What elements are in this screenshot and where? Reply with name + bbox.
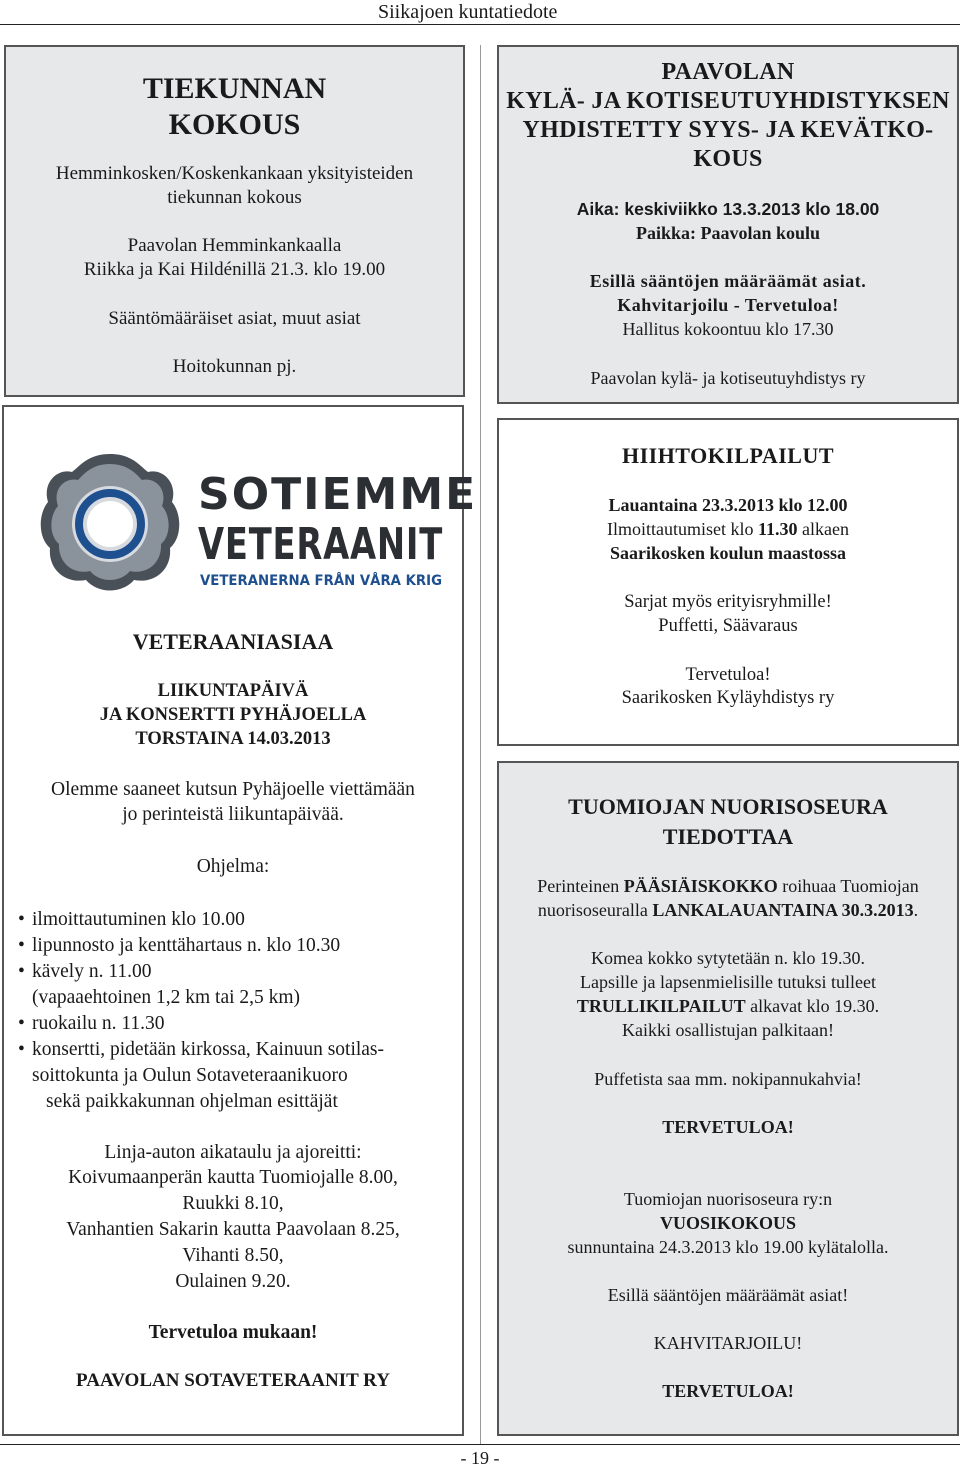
veteraanit-notice — [2, 405, 478, 1436]
paavola-title-1: PAAVOLAN — [661, 59, 795, 85]
hiihto-notice — [497, 418, 959, 746]
veteraani-org: PAAVOLAN SOTAVETERAANIT RY — [76, 1370, 390, 1391]
program-item-continuation: (vapaaehtoinen 1,2 km tai 2,5 km) — [32, 987, 301, 1008]
bus-route-2: Ruukki 8.10, — [182, 1193, 284, 1214]
tiekunta-line-5: Sääntömääräiset asiat, muut asiat — [108, 308, 361, 329]
tiekunta-line-4: Riikka ja Kai Hildénillä 21.3. klo 19.00 — [83, 259, 386, 280]
tuomioja-agenda: Esillä sääntöjen määräämät asiat! — [607, 1285, 849, 1305]
hiihto-registration: Ilmoittautumiset klo 11.30 alkaen — [607, 519, 849, 539]
veteraani-welcome: Tervetuloa mukaan! — [148, 1322, 318, 1343]
tuomioja-line-4: Kaikki osallistujan palkitaan! — [622, 1020, 834, 1040]
logo-line-3: VETERANERNA FRÅN VÅRA KRIG — [200, 573, 464, 589]
bus-route-3: Vanhantien Sakarin kautta Paavolaan 8.25, — [66, 1219, 400, 1240]
hiihto-welcome: Tervetuloa! — [685, 665, 771, 685]
paavola-time: Aika: keskiviikko 13.3.2013 klo 18.00 — [576, 199, 880, 219]
program-list — [18, 907, 458, 1115]
program-item: • konsertti, pidetään kirkossa, Kainuun sotilas- — [18, 1039, 385, 1060]
paavola-org: Paavolan kylä- ja kotiseutuyhdistys ry — [590, 368, 866, 388]
program-item: • ilmoittautuminen klo 10.00 — [18, 909, 245, 930]
program-item: • ruokailu n. 11.30 — [18, 1013, 165, 1034]
tiekunta-line-1: Hemminkosken/Koskenkankaan yksityisteiden — [55, 163, 414, 184]
veteraani-intro-2: jo perinteistä liikuntapäivää. — [122, 804, 344, 825]
page-header — [0, 0, 960, 24]
paavola-board: Hallitus kokoontuu klo 17.30 — [622, 319, 834, 339]
hiihto-location: Saarikosken koulun maastossa — [609, 543, 847, 563]
tiekunta-title-2: KOKOUS — [168, 108, 301, 141]
hiihto-series: Sarjat myös erityisryhmille! — [624, 592, 832, 612]
logo-line-2: VETERAANIT — [198, 519, 443, 570]
tuomioja-para-1: Perinteinen PÄÄSIÄISKOKKO roihuaa Tuomiojan — [537, 876, 919, 896]
veteraani-heading: VETERAANIASIAA — [132, 629, 334, 654]
hiihto-date: Lauantaina 23.3.2013 klo 12.00 — [608, 495, 848, 515]
tuomioja-notice — [497, 761, 959, 1436]
tiekunta-notice — [4, 45, 465, 397]
tiekunta-line-2: tiekunnan kokous — [167, 187, 302, 208]
program-label: Ohjelma: — [196, 856, 270, 877]
program-item: • kävely n. 11.00 — [18, 961, 152, 982]
tuomioja-line-5: Puffetista saa mm. nokipannukahvia! — [594, 1069, 862, 1089]
tuomioja-line-1: Komea kokko sytytetään n. klo 19.30. — [591, 948, 865, 968]
tuomioja-coffee: KAHVITARJOILU! — [653, 1333, 803, 1353]
hiihto-org: Saarikosken Kyläyhdistys ry — [621, 688, 835, 708]
program-item-continuation: soittokunta ja Oulun Sotaveteraanikuoro — [32, 1065, 348, 1086]
tuomioja-welcome-2: TERVETULOA! — [662, 1381, 794, 1401]
paavola-notice — [497, 45, 959, 404]
tiekunta-line-3: Paavolan Hemminkankaalla — [127, 235, 342, 256]
tuomioja-para-2: nuorisoseuralla LANKALAUANTAINA 30.3.2013. — [537, 900, 919, 920]
tuomioja-meeting-time: sunnuntaina 24.3.2013 klo 19.00 kylätalolla. — [567, 1237, 889, 1257]
tuomioja-title-1: TUOMIOJAN NUORISOSEURA — [568, 794, 888, 819]
program-item-continuation: sekä paikkakunnan ohjelman esittäjät — [46, 1091, 338, 1112]
hiihto-buffet: Puffetti, Säävaraus — [658, 616, 798, 636]
sotiemme-veteraanit-logo — [28, 447, 478, 597]
paavola-title-3: YHDISTETTY SYYS- JA KEVÄTKO- — [522, 117, 934, 143]
tuomioja-title-2: TIEDOTTAA — [662, 824, 794, 849]
veteraani-intro-1: Olemme saaneet kutsun Pyhäjoelle viettämään — [51, 779, 415, 800]
bus-route-5: Oulainen 9.20. — [175, 1271, 291, 1292]
hiihto-title: HIIHTOKILPAILUT — [621, 443, 835, 468]
tuomioja-line-7: Tuomiojan nuorisoseura ry:n — [623, 1189, 833, 1209]
bus-schedule-title: Linja-auton aikataulu ja ajoreitti: — [104, 1142, 362, 1163]
program-item: • lipunnosto ja kenttähartaus n. klo 10.30 — [18, 935, 341, 956]
veteraani-sub-3: TORSTAINA 14.03.2013 — [135, 729, 331, 749]
footer-rule — [0, 1444, 960, 1445]
logo-line-1: SOTIEMME — [198, 469, 478, 520]
veteraani-sub-2: JA KONSERTTI PYHÄJOELLA — [99, 705, 367, 725]
tiekunta-line-6: Hoitokunnan pj. — [172, 356, 297, 377]
paavola-place: Paikka: Paavolan koulu — [635, 223, 821, 243]
paavola-title-4: KOUS — [693, 146, 763, 172]
paavola-agenda: Esillä sääntöjen määräämät asiat. — [589, 271, 867, 291]
bus-route-4: Vihanti 8.50, — [182, 1245, 284, 1266]
tuomioja-line-3: TRULLIKILPAILUT alkavat klo 19.30. — [576, 996, 880, 1016]
paavola-title-2: KYLÄ- JA KOTISEUTUYHDISTYKSEN — [506, 88, 950, 114]
paavola-coffee: Kahvitarjoilu - Tervetuloa! — [617, 295, 839, 315]
tuomioja-welcome-1: TERVETULOA! — [662, 1117, 794, 1137]
tuomioja-meeting: VUOSIKOKOUS — [659, 1213, 797, 1233]
page-number: - 19 - — [460, 1448, 500, 1468]
publication-title: Siikajoen kuntatiedote — [378, 1, 558, 23]
tiekunta-title-1: TIEKUNNAN — [142, 72, 327, 105]
veteraani-sub-1: LIIKUNTAPÄIVÄ — [157, 681, 309, 701]
bus-route-1: Koivumaanperän kautta Tuomiojalle 8.00, — [68, 1167, 398, 1188]
column-divider — [480, 45, 481, 1445]
tuomioja-line-2: Lapsille ja lapsenmielisille tutuksi tulleet — [580, 972, 876, 992]
header-rule — [0, 24, 960, 25]
